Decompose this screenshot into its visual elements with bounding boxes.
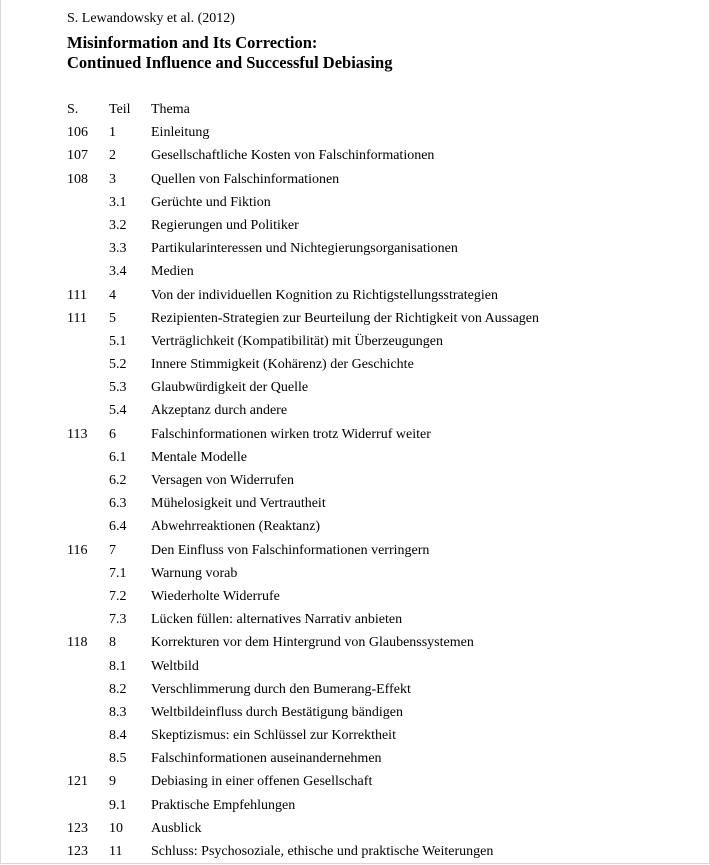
toc-page-number — [67, 724, 109, 747]
toc-row — [67, 330, 539, 353]
toc-part-number: 11 — [109, 844, 123, 859]
toc-page-number: 123 — [67, 844, 88, 859]
toc-page-number — [67, 701, 109, 724]
toc-topic: Verträglichkeit (Kompatibilität) mit Überzeugungen — [151, 333, 443, 349]
toc-row — [67, 678, 539, 701]
toc-row — [67, 399, 539, 422]
toc-part-number: 8.1 — [109, 658, 127, 674]
toc-part-number: 2 — [109, 148, 116, 164]
toc-page-number — [67, 492, 109, 515]
toc-topic: Partikularinteressen und Nichtegierungsorganisationen — [151, 241, 458, 257]
toc-part-number: 7 — [109, 542, 116, 558]
toc-part-number: 3.4 — [109, 264, 127, 280]
toc-part-number: 6.1 — [109, 449, 127, 465]
toc-topic: Gesellschaftliche Kosten von Falschinformationen — [151, 148, 435, 164]
toc-part-number: 6.4 — [109, 519, 127, 535]
toc-topic: Skeptizismus: ein Schlüssel zur Korrektheit — [151, 728, 396, 744]
toc-page-number: 116 — [67, 542, 88, 558]
toc-row — [67, 794, 539, 817]
toc-part-number: 6.3 — [109, 496, 127, 512]
toc-row — [67, 492, 539, 515]
toc-part-number: 5.3 — [109, 380, 127, 396]
toc-part-number: 7.3 — [109, 612, 127, 628]
title-line-1: Misinformation and Its Correction: — [67, 33, 318, 52]
toc-page-number — [67, 191, 109, 214]
toc-page-number — [67, 562, 109, 585]
toc-page-number: 111 — [67, 287, 87, 303]
toc-topic: Falschinformationen wirken trotz Widerruf weiter — [151, 426, 431, 442]
toc-row — [67, 237, 539, 260]
toc-row — [67, 701, 539, 724]
toc-row — [67, 446, 539, 469]
toc-topic: Warnung vorab — [151, 565, 238, 581]
toc-part-number: 5.1 — [109, 333, 127, 349]
toc-row — [67, 747, 539, 770]
toc-part-number: 3.2 — [109, 217, 127, 233]
toc-topic: Weltbild — [151, 658, 199, 674]
toc-topic: Quellen von Falschinformationen — [151, 171, 340, 187]
toc-row — [67, 353, 539, 376]
toc-part-number: 4 — [109, 287, 116, 303]
toc-topic: Verschlimmerung durch den Bumerang-Effekt — [151, 681, 411, 697]
toc-part-number: 1 — [109, 125, 116, 141]
toc-page-number — [67, 655, 109, 678]
toc-page-number — [67, 399, 109, 422]
toc-part-number: 9 — [109, 774, 116, 790]
toc-part-number: 5 — [109, 310, 116, 326]
toc-topic: Korrekturen vor dem Hintergrund von Glaubenssystemen — [151, 635, 474, 651]
toc-part-number: 5.2 — [109, 357, 127, 373]
toc-topic: Falschinformationen auseinandernehmen — [151, 751, 382, 767]
toc-page-number: 118 — [67, 635, 88, 651]
toc-row — [67, 168, 539, 191]
toc-row — [67, 284, 539, 307]
document-title — [67, 33, 392, 73]
toc-page-number — [67, 585, 109, 608]
toc-part-number: 8.3 — [109, 704, 127, 720]
toc-topic: Praktische Empfehlungen — [151, 797, 296, 813]
toc-page-number — [67, 446, 109, 469]
toc-part-number: 10 — [109, 820, 123, 836]
toc-topic: Gerüchte und Fiktion — [151, 194, 271, 210]
toc-row — [67, 840, 539, 863]
title-line-2: Continued Influence and Successful Debiasing — [67, 53, 393, 72]
toc-page-number: 113 — [67, 426, 88, 442]
toc-page-number: 107 — [67, 148, 88, 164]
toc-page-number — [67, 515, 109, 538]
header-topic: Thema — [151, 102, 190, 117]
toc-page-number — [67, 794, 109, 817]
toc-row — [67, 144, 539, 167]
toc-part-number: 7.2 — [109, 588, 127, 604]
toc-topic: Schluss: Psychosoziale, ethische und praktische Weiterungen — [151, 844, 494, 859]
toc-page-number — [67, 469, 109, 492]
toc-row — [67, 191, 539, 214]
toc-page-number — [67, 608, 109, 631]
toc-topic: Mühelosigkeit und Vertrautheit — [151, 496, 326, 512]
toc-topic: Versagen von Widerrufen — [151, 473, 295, 488]
toc-topic: Akzeptanz durch andere — [151, 403, 288, 419]
toc-topic: Den Einfluss von Falschinformationen verringern — [151, 542, 430, 558]
toc-part-number: 6.2 — [109, 473, 127, 488]
toc-topic: Medien — [151, 264, 194, 280]
toc-topic: Einleitung — [151, 125, 210, 141]
toc-topic: Glaubwürdigkeit der Quelle — [151, 380, 309, 396]
toc-header-row — [67, 98, 539, 121]
toc-topic: Lücken füllen: alternatives Narrativ anbieten — [151, 612, 403, 628]
toc-topic: Mentale Modelle — [151, 449, 248, 465]
toc-page-number: 106 — [67, 125, 88, 141]
toc-row — [67, 423, 539, 446]
toc-row — [67, 724, 539, 747]
toc-topic: Regierungen und Politiker — [151, 217, 299, 233]
toc-part-number: 3 — [109, 171, 116, 187]
toc-part-number: 5.4 — [109, 403, 127, 419]
toc-row — [67, 817, 539, 840]
header-page: S. — [67, 102, 79, 117]
toc-topic: Ausblick — [151, 820, 202, 836]
toc-row — [67, 214, 539, 237]
toc-row — [67, 770, 539, 793]
toc-page-number: 121 — [67, 774, 88, 790]
toc-row — [67, 585, 539, 608]
toc-topic: Weltbildeinfluss durch Bestätigung bändigen — [151, 704, 403, 720]
toc-row — [67, 260, 539, 283]
toc-page-number — [67, 376, 109, 399]
toc-row — [67, 539, 539, 562]
toc-row — [67, 608, 539, 631]
toc-part-number: 8.5 — [109, 751, 127, 767]
toc-topic: Abwehrreaktionen (Reaktanz) — [151, 519, 321, 535]
toc-row — [67, 307, 539, 330]
toc-page-number — [67, 353, 109, 376]
toc-part-number: 8 — [109, 635, 116, 651]
table-of-contents — [67, 98, 539, 863]
toc-page-number: 111 — [67, 310, 87, 326]
toc-row — [67, 376, 539, 399]
toc-part-number: 3.3 — [109, 241, 127, 257]
toc-page-number — [67, 260, 109, 283]
toc-part-number: 6 — [109, 426, 116, 442]
toc-row — [67, 121, 539, 144]
toc-topic: Rezipienten-Strategien zur Beurteilung der Richtigkeit von Aussagen — [151, 310, 540, 326]
toc-page-number: 123 — [67, 820, 88, 836]
toc-page-number — [67, 214, 109, 237]
toc-topic: Wiederholte Widerrufe — [151, 588, 280, 604]
toc-page-number — [67, 747, 109, 770]
citation: S. Lewandowsky et al. (2012) — [67, 11, 235, 26]
header-part: Teil — [109, 102, 131, 117]
toc-row — [67, 515, 539, 538]
toc-row — [67, 469, 539, 492]
toc-page-number: 108 — [67, 171, 88, 187]
toc-part-number: 8.4 — [109, 728, 127, 744]
toc-topic: Debiasing in einer offenen Gesellschaft — [151, 774, 373, 790]
toc-row — [67, 631, 539, 654]
toc-page-number — [67, 330, 109, 353]
toc-row — [67, 562, 539, 585]
toc-topic: Innere Stimmigkeit (Kohärenz) der Geschichte — [151, 357, 414, 373]
toc-topic: Von der individuellen Kognition zu Richtigstellungsstrategien — [151, 287, 498, 303]
toc-page-number — [67, 237, 109, 260]
toc-page-number — [67, 678, 109, 701]
toc-part-number: 7.1 — [109, 565, 127, 581]
toc-part-number: 9.1 — [109, 797, 127, 813]
toc-part-number: 3.1 — [109, 194, 127, 210]
toc-part-number: 8.2 — [109, 681, 127, 697]
toc-row — [67, 655, 539, 678]
